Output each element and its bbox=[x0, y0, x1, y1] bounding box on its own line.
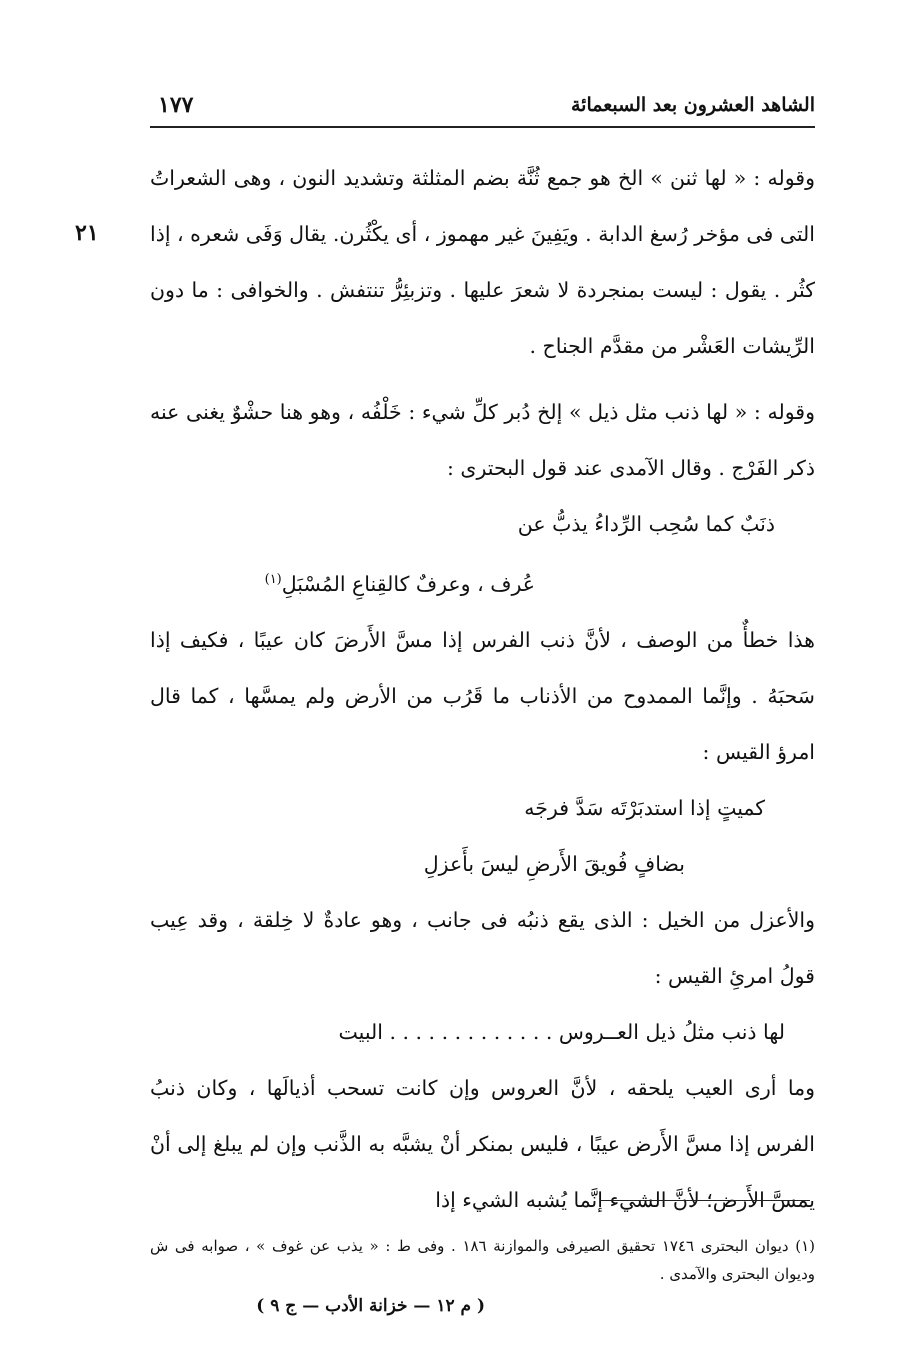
paragraph-1: وقوله : « لها ثنن » الخ هو جمع ثُنَّة بضم المثلثة وتشديد النون ، وهى الشعراتُ التى فى مؤخر رُسغ الدابة . ويَفِينَ غير مهموز ، أى يكْثُرن. يقال وَفَى شعره ، إذا كثُر . يقول : ليست بمنجردة لا شعرَ عليها . وتزبئِرُّ تنتفش . والخوافى : ما دون الرِّيشات العَشْر من مقدَّم الجناح . bbox=[150, 166, 815, 358]
paragraph-2: وقوله : « لها ذنب مثل ذيل » إلخ دُبر كلِّ شيء : خَلْفُه ، وهو هنا حشْوٌ يغنى عنه ذكر الفَرْج . وقال الآمدى عند قول البحترى : bbox=[150, 400, 815, 480]
footnote: (١) ديوان البحترى ١٧٤٦ تحقيق الصيرفى والموازنة ١٨٦ . وفى ط : « يذب عن غوف » ، صوابه فى ش وديوان البحترى والآمدى . bbox=[150, 1237, 815, 1283]
body-text bbox=[150, 150, 815, 1228]
page-number: ١٧٧ bbox=[158, 92, 194, 118]
paragraph-5: وما أرى العيب يلحقه ، لأنَّ العروس وإن كانت تسحب أذيالَها ، وكان ذنبُ الفرس إذا مسَّ الأَرض عيبًا ، فليس بمنكر أنْ يشبَّه به الذَّنب وإن لم يبلغ إلى أنْ يمسَّ الأَرض؛ لأنَّ الشيء إنَّما يُشبه الشيء إذا bbox=[150, 1075, 815, 1212]
verse-line-4: بضافٍ فُويقَ الأَرضِ ليسَ بأَعزلِ bbox=[423, 851, 685, 876]
verse-line-1: ذنَبٌ كما سُحِب الرِّداءُ يذبُّ عن bbox=[517, 512, 775, 536]
page-header bbox=[150, 86, 815, 128]
signature-line: ( م ١٢ — خزانة الأدب — ج ٩ ) bbox=[256, 1296, 485, 1316]
footnote-marker: (١) bbox=[264, 572, 282, 587]
paragraph-4: والأعزل من الخيل : الذى يقع ذنبُه فى جانب ، وهو عادةٌ لا خِلقة ، وقد عِيب قولُ امرئِ القيس : bbox=[150, 907, 815, 988]
footnote-rule bbox=[600, 1200, 810, 1201]
margin-number: ٢١ bbox=[75, 220, 99, 246]
verse-line-2-text: عُرف ، وعرفٌ كالقِناعِ المُسْبَلِ bbox=[281, 571, 535, 596]
verse-line-3: كميتٍ إذا استدبَرْتَه سَدَّ فرجَه bbox=[524, 795, 765, 820]
running-title: الشاهد العشرون بعد السبعمائة bbox=[570, 94, 815, 116]
verse-line-5: لها ذنب مثلُ ذيل العــروس . . . . . . . . . . . . . البيت bbox=[338, 1019, 785, 1044]
verse-line-2 bbox=[150, 552, 815, 612]
paragraph-3: هذا خطأٌ من الوصف ، لأنَّ ذنب الفرس إذا مسَّ الأَرضَ كان عيبًا ، فكيف إذا سَحبَهُ . وإنَّما الممدوح من الأذناب ما قَرُب من الأرض ولم يمسَّها ، كما قال امرؤ القيس : bbox=[150, 627, 815, 764]
